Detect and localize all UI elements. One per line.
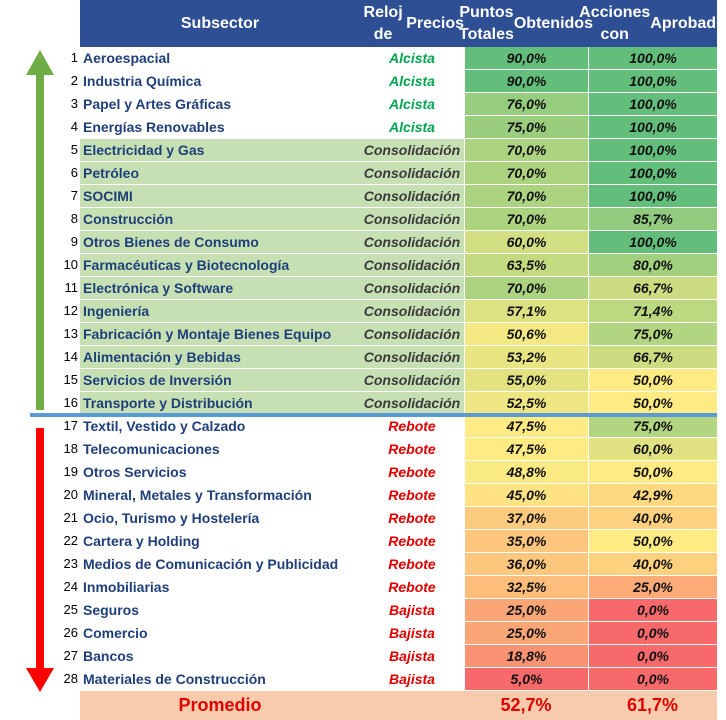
subsector-name: Aeroespacial [83, 50, 171, 66]
row-number: 23 [63, 556, 78, 571]
subsector-name: Electricidad y Gas [80, 139, 360, 161]
table-row [63, 576, 717, 599]
row-number: 20 [63, 487, 78, 502]
acciones-aprobado-value: 42,9% [588, 484, 717, 506]
acciones-aprobado-value: 100,0% [588, 231, 717, 253]
price-clock-signal: Consolidación [360, 277, 464, 299]
row-number: 3 [70, 96, 78, 111]
puntos-totales-value: 18,8% [464, 645, 588, 667]
subsector-name: Otros Servicios [83, 464, 187, 480]
row-number: 28 [63, 671, 78, 686]
acciones-aprobado-value: 100,0% [588, 185, 717, 207]
subsector-name: Industria Química [83, 73, 202, 89]
subsector-name: Textil, Vestido y Calzado [83, 418, 246, 434]
average-puntos: 52,7% [500, 695, 552, 715]
row-number: 13 [63, 326, 78, 341]
subsector-name: Medios de Comunicación y Publicidad [83, 556, 339, 572]
puntos-totales-value: 75,0% [464, 116, 588, 138]
row-number: 8 [70, 211, 78, 226]
table-row [64, 277, 717, 300]
acciones-aprobado-value: 40,0% [588, 553, 717, 575]
subsector-name: Inmobiliarias [83, 579, 170, 595]
subsector-name: SOCIMI [80, 185, 360, 207]
puntos-totales-value: 76,0% [464, 93, 588, 115]
row-number: 1 [70, 50, 78, 65]
puntos-totales-value: 32,5% [464, 576, 588, 598]
acciones-aprobado-value: 66,7% [588, 346, 717, 368]
acciones-aprobado-value: 75,0% [588, 323, 717, 345]
puntos-totales-value: 60,0% [464, 231, 588, 253]
subsector-name: Transporte y Distribución [80, 392, 360, 414]
row-number: 4 [70, 119, 78, 134]
acciones-aprobado-value: 66,7% [588, 277, 717, 299]
price-clock-signal: Rebote [388, 487, 436, 503]
puntos-totales-value: 70,0% [464, 185, 588, 207]
price-clock-signal: Bajista [389, 671, 435, 687]
price-clock-signal: Alcista [389, 119, 435, 135]
table-row [70, 208, 717, 231]
puntos-totales-value: 25,0% [464, 599, 588, 621]
table-row [70, 93, 717, 116]
header-acciones-aprobado: Acciones con Aprobado [579, 3, 726, 43]
price-clock-signal: Rebote [388, 441, 436, 457]
acciones-aprobado-value: 100,0% [588, 47, 717, 69]
puntos-totales-value: 47,5% [464, 438, 588, 460]
table-row [70, 185, 717, 208]
price-clock-signal: Rebote [388, 464, 436, 480]
table-row [63, 530, 717, 553]
acciones-aprobado-value: 50,0% [588, 461, 717, 483]
table-body [63, 47, 717, 691]
table-row [63, 553, 717, 576]
row-number: 5 [70, 142, 78, 157]
puntos-totales-value: 53,2% [464, 346, 588, 368]
price-clock-signal: Consolidación [360, 185, 464, 207]
acciones-aprobado-value: 71,4% [588, 300, 717, 322]
puntos-totales-value: 63,5% [464, 254, 588, 276]
row-number: 25 [63, 602, 78, 617]
subsector-name: Electrónica y Software [80, 277, 360, 299]
acciones-aprobado-value: 100,0% [588, 139, 717, 161]
acciones-aprobado-value: 60,0% [588, 438, 717, 460]
puntos-totales-value: 50,6% [464, 323, 588, 345]
subsector-name: Mineral, Metales y Transformación [83, 487, 312, 503]
average-label: Promedio [178, 695, 262, 715]
row-number: 16 [63, 395, 78, 410]
subsector-name: Cartera y Holding [83, 533, 200, 549]
subsector-name: Alimentación y Bebidas [80, 346, 360, 368]
subsector-name: Otros Bienes de Consumo [80, 231, 360, 253]
table-row [63, 415, 717, 438]
header-reloj-precios: Reloj de Precios [363, 3, 464, 43]
table-row [63, 346, 717, 369]
puntos-totales-value: 52,5% [464, 392, 588, 414]
puntos-totales-value: 47,5% [464, 415, 588, 437]
price-clock-signal: Rebote [388, 418, 436, 434]
table-row [63, 668, 717, 691]
subsector-name: Construcción [80, 208, 360, 230]
acciones-aprobado-value: 25,0% [588, 576, 717, 598]
subsector-name: Farmacéuticas y Biotecnología [80, 254, 360, 276]
table-row [63, 369, 717, 392]
price-clock-signal: Rebote [388, 556, 436, 572]
row-number: 15 [63, 372, 78, 387]
price-clock-signal: Consolidación [360, 392, 464, 414]
table-row [70, 162, 717, 185]
price-clock-signal: Rebote [388, 510, 436, 526]
subsector-name: Energías Renovables [83, 119, 225, 135]
header-subsector: Subsector [180, 14, 260, 32]
table-row [63, 323, 717, 346]
puntos-totales-value: 25,0% [464, 622, 588, 644]
price-clock-signal: Consolidación [360, 139, 464, 161]
subsector-name: Ocio, Turismo y Hostelería [83, 510, 260, 526]
table-row [63, 461, 717, 484]
table-row [70, 231, 717, 254]
table-row [63, 438, 717, 461]
acciones-aprobado-value: 0,0% [588, 599, 717, 621]
acciones-aprobado-value: 0,0% [588, 668, 717, 690]
row-number: 27 [63, 648, 78, 663]
price-clock-signal: Consolidación [360, 346, 464, 368]
puntos-totales-value: 45,0% [464, 484, 588, 506]
price-clock-signal: Bajista [389, 602, 435, 618]
subsector-name: Ingeniería [80, 300, 360, 322]
acciones-aprobado-value: 50,0% [588, 392, 717, 414]
header-puntos-totales: Puntos Totales Obtenidos [459, 3, 593, 43]
price-clock-signal: Rebote [388, 533, 436, 549]
table-row [63, 300, 717, 323]
row-number: 7 [70, 188, 78, 203]
row-number: 9 [70, 234, 78, 249]
row-number: 6 [70, 165, 78, 180]
row-number: 11 [64, 280, 78, 295]
puntos-totales-value: 70,0% [464, 139, 588, 161]
puntos-totales-value: 5,0% [464, 668, 588, 690]
row-number: 10 [63, 257, 78, 272]
subsector-table [63, 0, 726, 691]
price-clock-signal: Alcista [389, 73, 435, 89]
table-row [63, 392, 717, 415]
acciones-aprobado-value: 80,0% [588, 254, 717, 276]
row-number: 12 [63, 303, 78, 318]
price-clock-signal: Consolidación [360, 300, 464, 322]
price-clock-signal: Consolidación [360, 254, 464, 276]
puntos-totales-value: 55,0% [464, 369, 588, 391]
row-number: 14 [63, 349, 78, 364]
acciones-aprobado-value: 100,0% [588, 93, 717, 115]
row-number: 21 [63, 510, 78, 525]
average-acciones: 61,7% [626, 695, 679, 715]
table-row [70, 70, 717, 93]
price-clock-signal: Consolidación [360, 208, 464, 230]
price-clock-signal: Consolidación [360, 231, 464, 253]
puntos-totales-value: 70,0% [464, 277, 588, 299]
price-clock-signal: Bajista [389, 648, 435, 664]
puntos-totales-value: 48,8% [464, 461, 588, 483]
puntos-totales-value: 90,0% [464, 47, 588, 69]
puntos-totales-value: 70,0% [464, 208, 588, 230]
row-number: 18 [63, 441, 78, 456]
table-row [63, 254, 717, 277]
acciones-aprobado-value: 85,7% [588, 208, 717, 230]
subsector-name: Bancos [83, 648, 134, 664]
table-header [80, 0, 726, 47]
price-clock-signal: Consolidación [360, 323, 464, 345]
acciones-aprobado-value: 100,0% [588, 70, 717, 92]
puntos-totales-value: 70,0% [464, 162, 588, 184]
price-clock-signal: Alcista [389, 96, 435, 112]
subsector-name: Petróleo [80, 162, 360, 184]
row-number: 22 [63, 533, 78, 548]
price-clock-signal: Consolidación [360, 369, 464, 391]
acciones-aprobado-value: 50,0% [588, 530, 717, 552]
trend-divider-line [30, 413, 717, 417]
table-row [70, 47, 717, 70]
acciones-aprobado-value: 100,0% [588, 116, 717, 138]
subsector-name: Materiales de Construcción [83, 671, 266, 687]
puntos-totales-value: 57,1% [464, 300, 588, 322]
acciones-aprobado-value: 0,0% [588, 645, 717, 667]
acciones-aprobado-value: 40,0% [588, 507, 717, 529]
subsector-name: Fabricación y Montaje Bienes Equipo [80, 323, 360, 345]
table-row [70, 116, 717, 139]
average-row [80, 691, 717, 720]
puntos-totales-value: 37,0% [464, 507, 588, 529]
subsector-name: Servicios de Inversión [80, 369, 360, 391]
price-clock-signal: Rebote [388, 579, 436, 595]
subsector-name: Telecomunicaciones [83, 441, 220, 457]
table-row [63, 645, 717, 668]
acciones-aprobado-value: 75,0% [588, 415, 717, 437]
table-row [63, 599, 717, 622]
subsector-name: Papel y Artes Gráficas [83, 96, 232, 112]
table-row [63, 622, 717, 645]
row-number: 17 [63, 418, 78, 433]
price-clock-signal: Alcista [389, 50, 435, 66]
subsector-name: Seguros [83, 602, 140, 618]
table-row [63, 507, 717, 530]
row-number: 2 [70, 73, 78, 88]
row-number: 24 [63, 579, 78, 594]
puntos-totales-value: 35,0% [464, 530, 588, 552]
table-row [63, 484, 717, 507]
acciones-aprobado-value: 50,0% [588, 369, 717, 391]
acciones-aprobado-value: 0,0% [588, 622, 717, 644]
row-number: 19 [63, 464, 78, 479]
acciones-aprobado-value: 100,0% [588, 162, 717, 184]
up-arrow-icon [26, 50, 54, 410]
down-arrow-icon [26, 428, 54, 692]
subsector-name: Comercio [83, 625, 148, 641]
row-number: 26 [63, 625, 78, 640]
puntos-totales-value: 90,0% [464, 70, 588, 92]
table-row [70, 139, 717, 162]
price-clock-signal: Bajista [389, 625, 435, 641]
price-clock-signal: Consolidación [360, 162, 464, 184]
puntos-totales-value: 36,0% [464, 553, 588, 575]
